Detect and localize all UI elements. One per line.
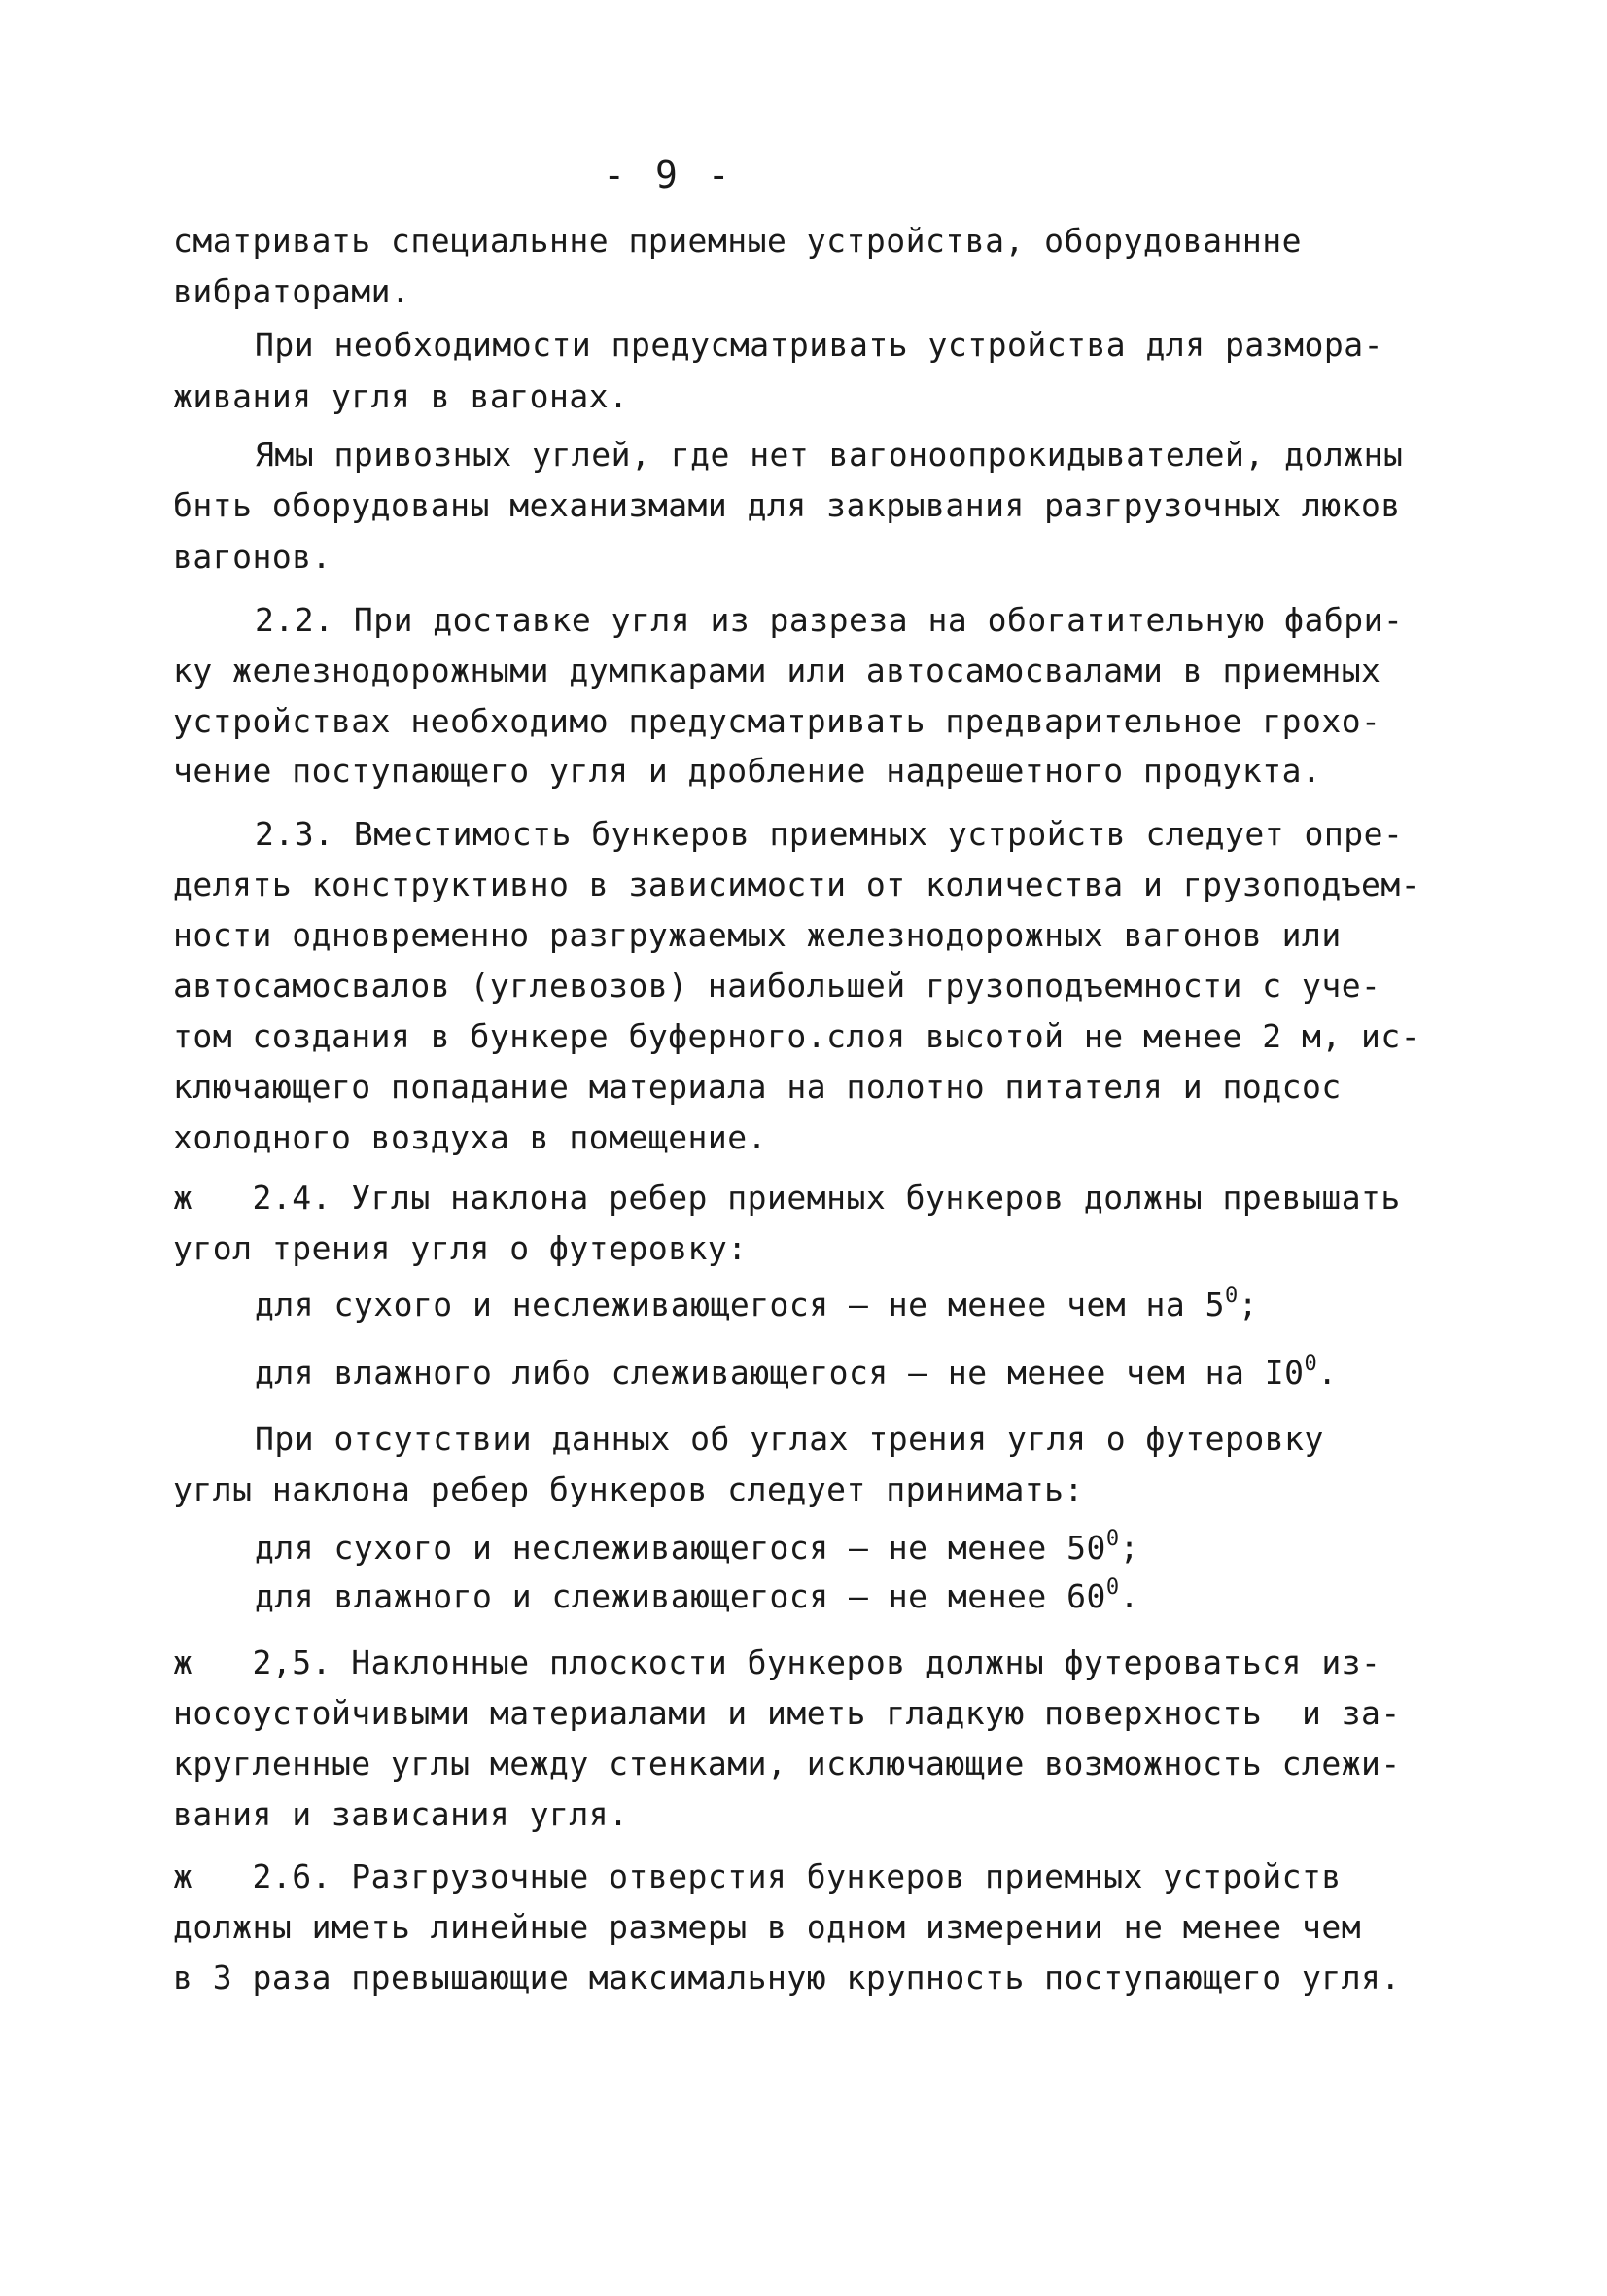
text-line: в 3 раза превышающие максимальную крупность поступающего угля. [173, 1959, 1401, 1996]
text-line: вагонов. [173, 538, 332, 576]
text-line: вибраторами. [173, 272, 411, 310]
text-line: ж 2,5. Наклонные плоскости бункеров должны футероваться из- [173, 1643, 1381, 1681]
text-line: для влажного либо слеживающегося – не менее чем на $I0^0$. [255, 1352, 1338, 1392]
text-line: вания и зависания угля. [173, 1795, 629, 1833]
text-line: для сухого и неслеживающегося – не менее чем на $5^0$; [255, 1284, 1259, 1324]
text-line: ключающего попадание материала на полотно питателя и подсос [173, 1068, 1342, 1106]
text-line: том создания в бункере буферного.слоя высотой не менее 2 м, ис- [173, 1017, 1421, 1055]
text-line: для влажного и слеживающегося – не менее $60^0$. [255, 1575, 1139, 1615]
text-line: угол трения угля о футеровку: [173, 1229, 748, 1267]
text-line: живания угля в вагонах. [173, 377, 629, 415]
text-line: делять конструктивно в зависимости от количества и грузоподъем- [173, 865, 1421, 903]
page-number: - 9 - [603, 154, 734, 196]
text-line: бнть оборудованы механизмами для закрывания разгрузочных люков [173, 486, 1401, 524]
text-line: должны иметь линейные размеры в одном измерении не менее чем [173, 1908, 1362, 1946]
text-line: 2.3. Вместимость бункеров приемных устройств следует опре- [255, 815, 1404, 853]
text-line: При необходимости предусматривать устройства для разморa- [255, 326, 1383, 364]
text-line: ж 2.6. Разгрузочные отверстия бункеров приемных устройств [173, 1857, 1342, 1895]
text-line: для сухого и неслеживающегося – не менее $50^0$; [255, 1527, 1139, 1567]
text-line: ж 2.4. Углы наклона ребер приемных бункеров должны превышать [173, 1179, 1401, 1217]
text-line: При отсутствии данных об углах трения угля о футеровку [255, 1420, 1324, 1458]
text-line: сматривать специальнне приемные устройства, оборудованнне [173, 222, 1302, 260]
text-line: устройствах необходимо предусматривать предварительное грохо- [173, 702, 1381, 740]
text-line: автосамосвалов (углевозов) наибольшей грузоподъемности с уче- [173, 967, 1381, 1005]
text-line: носоустойчивыми материалами и иметь гладкую поверхность и за- [173, 1694, 1401, 1732]
text-line: углы наклона ребер бункеров следует принимать: [173, 1470, 1084, 1508]
text-line: ности одновременно разгружаемых железнодорожных вагонов или [173, 916, 1342, 954]
text-line: ку железнодорожными думпкарами или автосамосвалами в приемных [173, 652, 1381, 689]
text-line: Ямы привозных углей, где нет вагоноопрокидывателей, должны [255, 436, 1404, 474]
text-line: чение поступающего угля и дробление надрешетного продукта. [173, 752, 1322, 790]
text-line: кругленные углы между стенками, исключающие возможность слежи- [173, 1745, 1401, 1783]
text-line: холодного воздуха в помещение. [173, 1118, 768, 1156]
text-line: 2.2. При доставке угля из разреза на обогатительную фабри- [255, 601, 1404, 639]
